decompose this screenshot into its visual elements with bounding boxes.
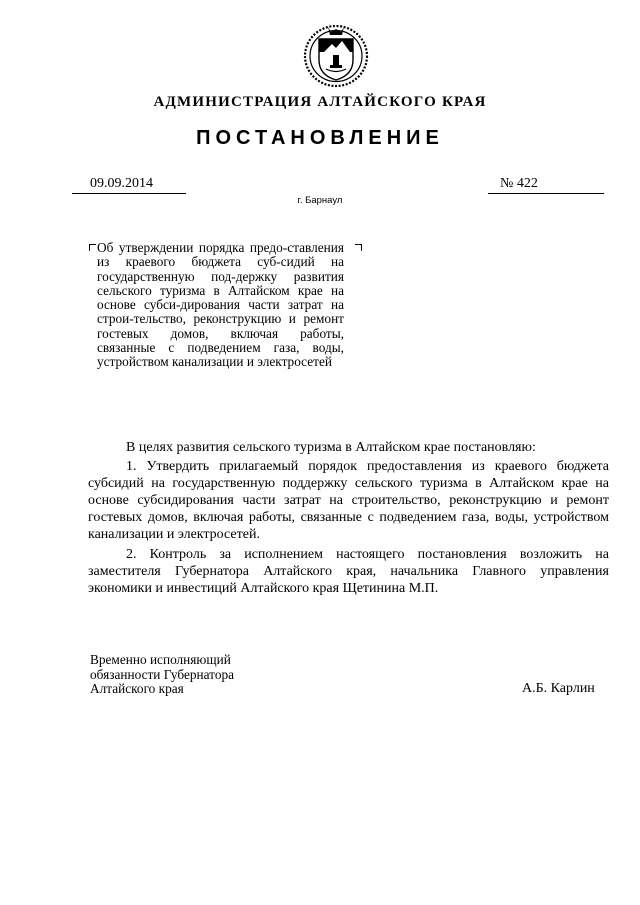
document-number: № 422: [500, 176, 538, 191]
city: г. Барнаул: [297, 195, 343, 206]
signatory-position: [90, 653, 234, 697]
number-underline: [488, 193, 604, 194]
date-underline: [72, 193, 186, 194]
organization-name: АДМИНИСТРАЦИЯ АЛТАЙСКОГО КРАЯ: [153, 94, 487, 110]
subject-bracket-left: [89, 244, 96, 251]
document-subject: Об утверждении порядка предо-ставления из краевого бюджета суб-сидий на государственную под-держку развития сельского туризма в Алтайском крае на основе субси-дирования части затрат на строи-тельство, реконструкцию и ремонт гостевых домов, включая работы, связанные с подведением газа, воды, устройством канализации и электросетей: [97, 240, 344, 370]
document-date: 09.09.2014: [90, 176, 153, 191]
signatory-position-line: Алтайского края: [90, 681, 184, 697]
document-type: ПОСТАНОВЛЕНИЕ: [196, 127, 444, 149]
signatory-position-line: обязанности Губернатора: [90, 666, 235, 682]
body-paragraph-preamble: В целях развития сельского туризма в Алтайском крае постановляю:: [126, 440, 536, 455]
body-paragraph-2: 2. Контроль за исполнением настоящего постановления возложить на заместителя Губернатора Алтайского края, начальника Главного управления экономики и инвестиций Алтайского края Щетинина М.П.: [88, 547, 609, 596]
body-paragraph-1: 1. Утвердить прилагаемый порядок предоставления из краевого бюджета субсидий на государственную поддержку сельского туризма в Алтайском крае на основе субсидирования части затрат на строительство, реконструкцию и ремонт гостевых домов, включая работы, связанные с подведением газа, воды, устройством канализации и электросетей.: [88, 459, 609, 542]
subject-bracket-right: [355, 244, 362, 251]
signatory-name: А.Б. Карлин: [522, 681, 595, 696]
altai-krai-coat-of-arms-icon: [300, 22, 372, 88]
signatory-position-line: Временно исполняющий: [90, 652, 231, 667]
